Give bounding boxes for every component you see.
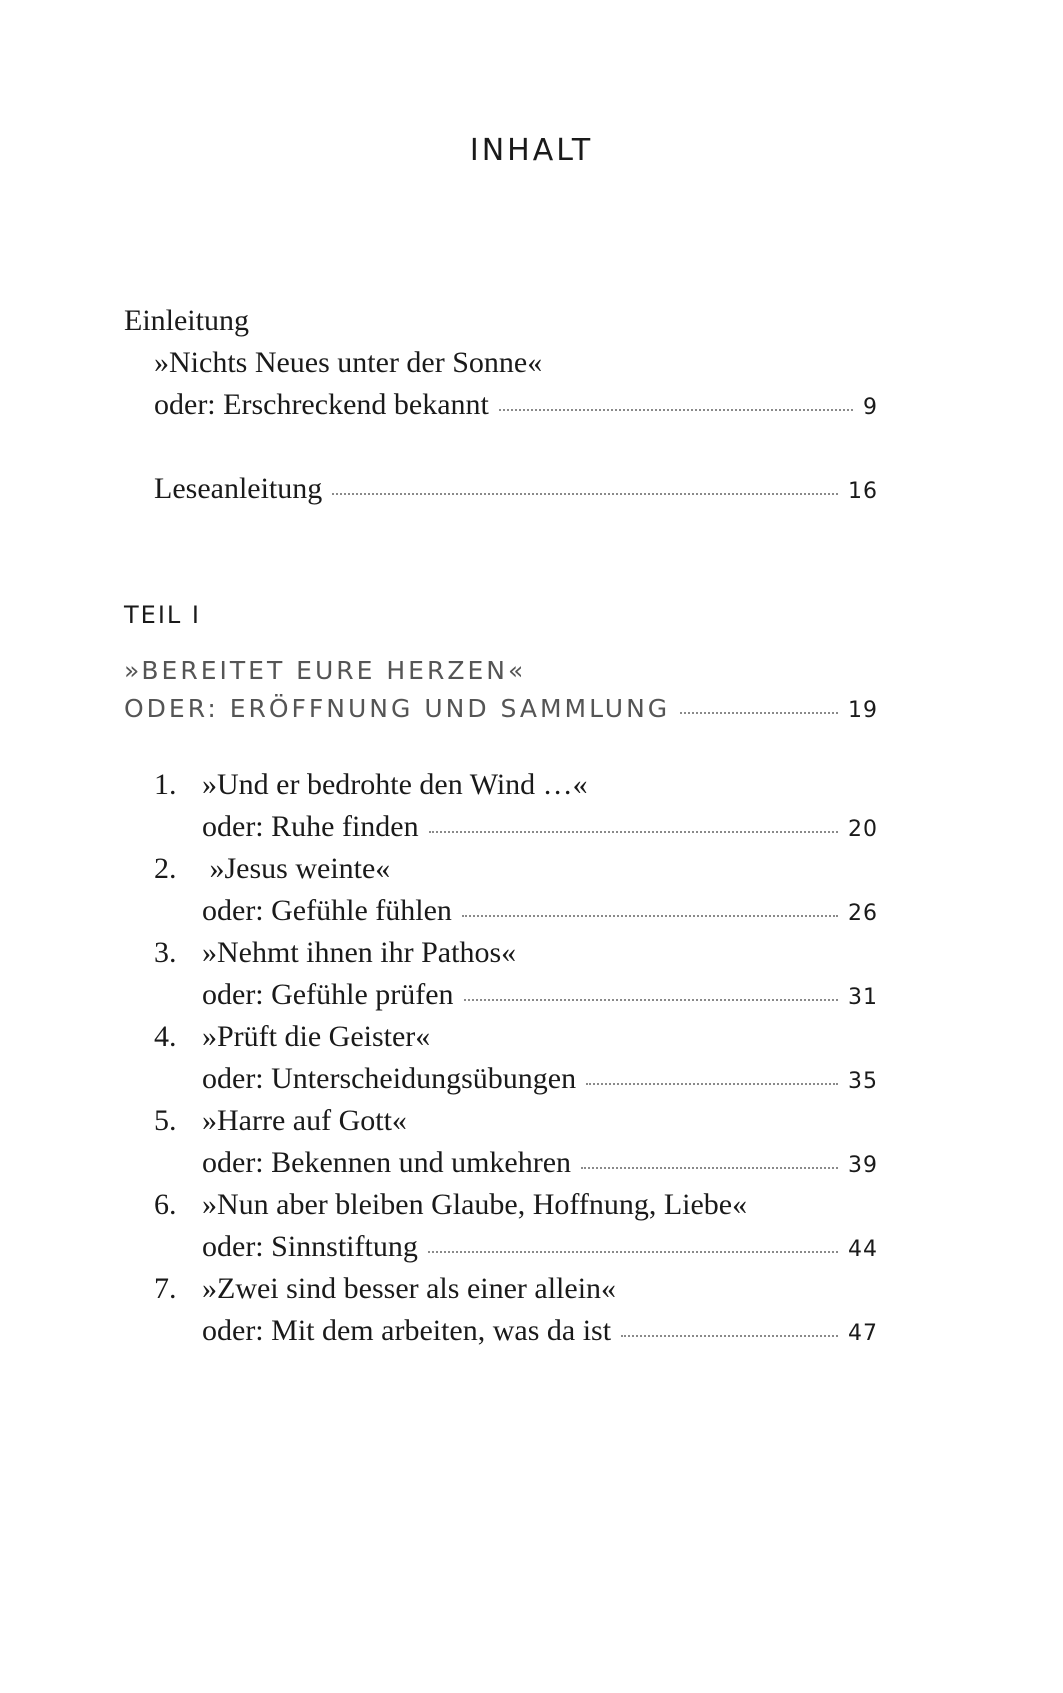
toc-entry-section[interactable] <box>124 694 878 723</box>
chapter-subtitle: oder: Gefühle prüfen <box>202 978 454 1011</box>
chapter-title: »Zwei sind besser als einer allein« <box>202 1272 617 1305</box>
toc-entry-label: Leseanleitung <box>154 472 323 505</box>
toc-entry-leseanleitung[interactable] <box>154 474 878 504</box>
toc-entry-chapter-2[interactable] <box>202 896 878 926</box>
section-title-line-2: ODER: ERÖFFNUNG UND SAMMLUNG <box>124 694 671 723</box>
toc-entry-chapter-6[interactable] <box>202 1232 878 1262</box>
toc-page-number: 26 <box>848 901 878 926</box>
chapter-number: 5. <box>154 1104 177 1137</box>
chapter-subtitle: oder: Sinnstiftung <box>202 1230 418 1263</box>
chapter-title: »Jesus weinte« <box>202 852 391 885</box>
dot-leader <box>621 1335 838 1337</box>
toc-page-number: 31 <box>848 985 878 1010</box>
chapter-title: »Nun aber bleiben Glaube, Hoffnung, Liebe« <box>202 1188 748 1221</box>
dot-leader <box>462 915 838 917</box>
toc-entry-label: oder: Erschreckend bekannt <box>154 388 489 421</box>
dot-leader <box>464 999 838 1001</box>
chapter-subtitle: oder: Mit dem arbeiten, was da ist <box>202 1314 612 1347</box>
chapter-number: 3. <box>154 936 177 969</box>
toc-page-number: 47 <box>848 1321 878 1346</box>
toc-page-number: 44 <box>848 1237 878 1262</box>
chapter-subtitle: oder: Unterscheidungsübungen <box>202 1062 577 1095</box>
toc-page-number: 19 <box>848 698 878 723</box>
toc-entry-chapter-1[interactable] <box>202 812 878 842</box>
part-heading: TEIL I <box>124 601 201 629</box>
dot-leader <box>499 409 853 411</box>
dot-leader <box>586 1083 838 1085</box>
section-title-line-1: »BEREITET EURE HERZEN« <box>124 656 527 685</box>
chapter-title: »Harre auf Gott« <box>202 1104 407 1137</box>
toc-page-number: 39 <box>848 1153 878 1178</box>
chapter-title: »Und er bedrohte den Wind …« <box>202 768 588 801</box>
page-title: INHALT <box>469 133 594 168</box>
toc-page-number: 9 <box>863 395 878 420</box>
dot-leader <box>429 831 838 833</box>
einleitung-subtitle: »Nichts Neues unter der Sonne« <box>154 346 543 379</box>
toc-entry-chapter-3[interactable] <box>202 980 878 1010</box>
toc-page-number: 20 <box>848 817 878 842</box>
chapter-number: 7. <box>154 1272 177 1305</box>
toc-page-number: 16 <box>848 479 878 504</box>
dot-leader <box>428 1251 838 1253</box>
chapter-number: 4. <box>154 1020 177 1053</box>
dot-leader <box>680 712 838 714</box>
chapter-subtitle: oder: Gefühle fühlen <box>202 894 452 927</box>
chapter-subtitle: oder: Ruhe finden <box>202 810 419 843</box>
chapter-title: »Nehmt ihnen ihr Pathos« <box>202 936 517 969</box>
chapter-number: 2. <box>154 852 177 885</box>
dot-leader <box>581 1167 838 1169</box>
chapter-subtitle: oder: Bekennen und umkehren <box>202 1146 572 1179</box>
chapter-title: »Prüft die Geister« <box>202 1020 431 1053</box>
chapter-number: 6. <box>154 1188 177 1221</box>
toc-entry-chapter-5[interactable] <box>202 1148 878 1178</box>
toc-entry-chapter-4[interactable] <box>202 1064 878 1094</box>
toc-entry-chapter-7[interactable] <box>202 1316 878 1346</box>
einleitung-heading: Einleitung <box>124 304 249 337</box>
dot-leader <box>332 493 838 495</box>
toc-page-number: 35 <box>848 1069 878 1094</box>
chapter-number: 1. <box>154 768 177 801</box>
toc-entry-einleitung[interactable] <box>154 390 878 420</box>
